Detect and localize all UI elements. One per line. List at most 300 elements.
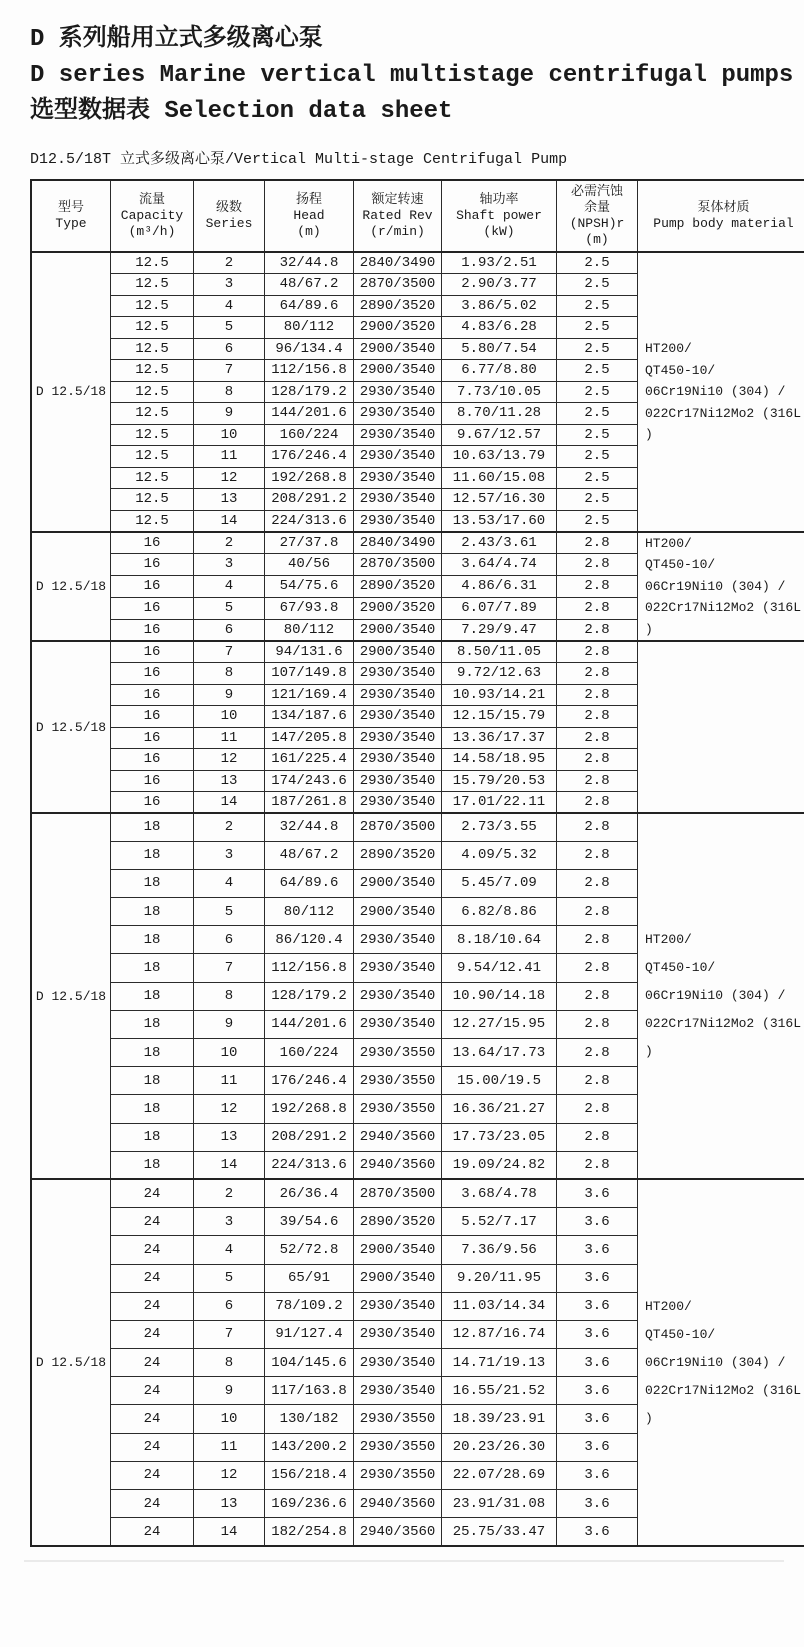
capacity-cell: 16: [111, 706, 194, 728]
material-line: ): [645, 1044, 653, 1060]
head-cell: 169/236.6: [265, 1490, 354, 1518]
power-cell: 20.23/26.30: [442, 1433, 557, 1461]
power-cell: 4.86/6.31: [442, 575, 557, 597]
power-cell: 7.36/9.56: [442, 1236, 557, 1264]
table-row: [31, 641, 804, 663]
power-cell: 6.82/8.86: [442, 898, 557, 926]
series-cell: 9: [194, 684, 265, 706]
series-cell: 12: [194, 749, 265, 771]
npsh-cell: 2.8: [557, 1123, 638, 1151]
capacity-cell: 18: [111, 1123, 194, 1151]
material-line: 06Cr19Ni10 (304) /: [645, 988, 786, 1004]
head-cell: 54/75.6: [265, 575, 354, 597]
power-cell: 11.03/14.34: [442, 1292, 557, 1320]
rev-cell: 2930/3540: [354, 381, 442, 403]
capacity-cell: 24: [111, 1236, 194, 1264]
head-cell: 65/91: [265, 1264, 354, 1292]
head-cell: 121/169.4: [265, 684, 354, 706]
npsh-cell: 3.6: [557, 1236, 638, 1264]
npsh-cell: 3.6: [557, 1292, 638, 1320]
page-subtitle: 选型数据表 Selection data sheet: [30, 98, 453, 125]
material-line: QT450-10/: [645, 1326, 716, 1342]
header-line: 流量: [138, 192, 165, 207]
series-cell: 6: [194, 619, 265, 641]
selection-data-table: [30, 179, 804, 1547]
capacity-cell: 12.5: [111, 274, 194, 296]
capacity-cell: 16: [111, 532, 194, 554]
head-cell: 208/291.2: [265, 489, 354, 511]
npsh-cell: 2.8: [557, 553, 638, 575]
series-cell: 9: [194, 1377, 265, 1405]
rev-cell: 2870/3500: [354, 274, 442, 296]
series-cell: 12: [194, 467, 265, 489]
npsh-cell: 2.8: [557, 1010, 638, 1038]
power-cell: 8.50/11.05: [442, 641, 557, 663]
rev-cell: 2930/3540: [354, 770, 442, 792]
header-line: (kW): [483, 224, 515, 239]
header-line: Type: [55, 216, 87, 231]
npsh-cell: 2.5: [557, 403, 638, 425]
series-cell: 2: [194, 1179, 265, 1207]
header-line: Head: [293, 208, 325, 223]
rev-cell: 2930/3540: [354, 403, 442, 425]
npsh-cell: 3.6: [557, 1208, 638, 1236]
header-line: 泵体材质: [697, 200, 750, 215]
rev-cell: 2930/3540: [354, 749, 442, 771]
capacity-cell: 16: [111, 553, 194, 575]
rev-cell: 2930/3550: [354, 1039, 442, 1067]
col-header-material: [638, 180, 804, 252]
series-cell: 10: [194, 706, 265, 728]
material-line: 022Cr17Ni12Mo2 (316L: [645, 1382, 802, 1398]
series-cell: 13: [194, 1490, 265, 1518]
col-header-npsh: [557, 180, 638, 252]
power-cell: 1.93/2.51: [442, 252, 557, 274]
power-cell: 15.79/20.53: [442, 770, 557, 792]
rev-cell: 2900/3540: [354, 1264, 442, 1292]
material-line: HT200/: [645, 535, 692, 551]
table-row: [31, 1179, 804, 1207]
rev-cell: 2940/3560: [354, 1151, 442, 1179]
table-section: [31, 1179, 804, 1545]
series-cell: 8: [194, 663, 265, 685]
npsh-cell: 2.8: [557, 770, 638, 792]
head-cell: 32/44.8: [265, 252, 354, 274]
series-cell: 7: [194, 360, 265, 382]
capacity-cell: 18: [111, 1095, 194, 1123]
table-section: [31, 532, 804, 642]
head-cell: 40/56: [265, 553, 354, 575]
type-cell: D 12.5/18: [31, 813, 111, 1179]
series-cell: 8: [194, 381, 265, 403]
npsh-cell: 2.8: [557, 841, 638, 869]
npsh-cell: 2.8: [557, 749, 638, 771]
head-cell: 117/163.8: [265, 1377, 354, 1405]
head-cell: 32/44.8: [265, 813, 354, 841]
series-cell: 13: [194, 489, 265, 511]
col-header-rated-rev: [354, 180, 442, 252]
capacity-cell: 12.5: [111, 510, 194, 532]
power-cell: 2.90/3.77: [442, 274, 557, 296]
rev-cell: 2930/3540: [354, 1320, 442, 1348]
head-cell: 52/72.8: [265, 1236, 354, 1264]
power-cell: 10.63/13.79: [442, 446, 557, 468]
series-cell: 4: [194, 869, 265, 897]
rev-cell: 2930/3540: [354, 424, 442, 446]
series-cell: 11: [194, 446, 265, 468]
power-cell: 14.58/18.95: [442, 749, 557, 771]
header-line: (NPSH)r: [569, 216, 625, 231]
capacity-cell: 16: [111, 792, 194, 814]
rev-cell: 2940/3560: [354, 1518, 442, 1546]
head-cell: 112/156.8: [265, 954, 354, 982]
power-cell: 6.77/8.80: [442, 360, 557, 382]
head-cell: 156/218.4: [265, 1461, 354, 1489]
capacity-cell: 18: [111, 869, 194, 897]
npsh-cell: 3.6: [557, 1264, 638, 1292]
npsh-cell: 3.6: [557, 1518, 638, 1546]
capacity-cell: 12.5: [111, 338, 194, 360]
head-cell: 48/67.2: [265, 274, 354, 296]
power-cell: 9.20/11.95: [442, 1264, 557, 1292]
power-cell: 3.86/5.02: [442, 295, 557, 317]
capacity-cell: 16: [111, 575, 194, 597]
head-cell: 96/134.4: [265, 338, 354, 360]
capacity-cell: 16: [111, 663, 194, 685]
header-line: (m): [297, 224, 321, 239]
capacity-cell: 16: [111, 749, 194, 771]
series-cell: 8: [194, 982, 265, 1010]
head-cell: 174/243.6: [265, 770, 354, 792]
series-cell: 14: [194, 1518, 265, 1546]
capacity-cell: 12.5: [111, 424, 194, 446]
rev-cell: 2930/3540: [354, 467, 442, 489]
type-cell: D 12.5/18: [31, 1179, 111, 1545]
power-cell: 23.91/31.08: [442, 1490, 557, 1518]
rev-cell: 2900/3540: [354, 898, 442, 926]
series-cell: 4: [194, 575, 265, 597]
series-cell: 2: [194, 813, 265, 841]
rev-cell: 2900/3520: [354, 597, 442, 619]
power-cell: 13.36/17.37: [442, 727, 557, 749]
rev-cell: 2930/3540: [354, 510, 442, 532]
npsh-cell: 2.5: [557, 446, 638, 468]
rev-cell: 2930/3540: [354, 489, 442, 511]
rev-cell: 2900/3540: [354, 1236, 442, 1264]
header-line: Rated Rev: [362, 208, 433, 223]
head-cell: 224/313.6: [265, 510, 354, 532]
rev-cell: 2930/3540: [354, 954, 442, 982]
capacity-cell: 18: [111, 898, 194, 926]
rev-cell: 2930/3550: [354, 1433, 442, 1461]
npsh-cell: 2.5: [557, 467, 638, 489]
rev-cell: 2930/3540: [354, 1349, 442, 1377]
rev-cell: 2890/3520: [354, 841, 442, 869]
power-cell: 15.00/19.5: [442, 1067, 557, 1095]
power-cell: 22.07/28.69: [442, 1461, 557, 1489]
head-cell: 78/109.2: [265, 1292, 354, 1320]
npsh-cell: 2.5: [557, 317, 638, 339]
material-cell: [638, 641, 804, 813]
series-cell: 3: [194, 274, 265, 296]
npsh-cell: 2.8: [557, 1067, 638, 1095]
material-line: QT450-10/: [645, 557, 716, 572]
material-cell: [638, 252, 804, 532]
head-cell: 176/246.4: [265, 1067, 354, 1095]
power-cell: 9.72/12.63: [442, 663, 557, 685]
material-line: HT200/: [645, 341, 692, 356]
head-cell: 143/200.2: [265, 1433, 354, 1461]
capacity-cell: 18: [111, 841, 194, 869]
header-row: [31, 180, 804, 252]
series-cell: 4: [194, 295, 265, 317]
capacity-cell: 16: [111, 684, 194, 706]
npsh-cell: 2.5: [557, 295, 638, 317]
capacity-cell: 16: [111, 727, 194, 749]
power-cell: 7.73/10.05: [442, 381, 557, 403]
power-cell: 14.71/19.13: [442, 1349, 557, 1377]
series-cell: 5: [194, 317, 265, 339]
header-line: 余量: [583, 200, 610, 215]
head-cell: 144/201.6: [265, 403, 354, 425]
table-row: [31, 252, 804, 274]
rev-cell: 2840/3490: [354, 532, 442, 554]
power-cell: 4.83/6.28: [442, 317, 557, 339]
head-cell: 107/149.8: [265, 663, 354, 685]
capacity-cell: 24: [111, 1179, 194, 1207]
series-cell: 6: [194, 926, 265, 954]
npsh-cell: 2.8: [557, 926, 638, 954]
capacity-cell: 24: [111, 1292, 194, 1320]
rev-cell: 2930/3540: [354, 982, 442, 1010]
rev-cell: 2930/3550: [354, 1405, 442, 1433]
series-cell: 11: [194, 1433, 265, 1461]
capacity-cell: 18: [111, 1067, 194, 1095]
npsh-cell: 2.8: [557, 1039, 638, 1067]
power-cell: 7.29/9.47: [442, 619, 557, 641]
rev-cell: 2930/3550: [354, 1461, 442, 1489]
power-cell: 16.36/21.27: [442, 1095, 557, 1123]
series-cell: 10: [194, 1405, 265, 1433]
rev-cell: 2930/3540: [354, 684, 442, 706]
head-cell: 104/145.6: [265, 1349, 354, 1377]
series-cell: 3: [194, 841, 265, 869]
power-cell: 8.70/11.28: [442, 403, 557, 425]
series-cell: 3: [194, 553, 265, 575]
material-line: 022Cr17Ni12Mo2 (316L: [645, 600, 802, 615]
npsh-cell: 2.5: [557, 424, 638, 446]
head-cell: 160/224: [265, 1039, 354, 1067]
table-section: [31, 813, 804, 1179]
head-cell: 112/156.8: [265, 360, 354, 382]
capacity-cell: 18: [111, 982, 194, 1010]
rev-cell: 2930/3540: [354, 663, 442, 685]
material-line: 022Cr17Ni12Mo2 (316L: [645, 1016, 802, 1032]
power-cell: 5.80/7.54: [442, 338, 557, 360]
power-cell: 17.73/23.05: [442, 1123, 557, 1151]
npsh-cell: 2.8: [557, 727, 638, 749]
power-cell: 6.07/7.89: [442, 597, 557, 619]
series-cell: 14: [194, 792, 265, 814]
series-cell: 5: [194, 898, 265, 926]
table-row: [31, 813, 804, 841]
header-line: (m): [585, 232, 609, 247]
npsh-cell: 3.6: [557, 1349, 638, 1377]
capacity-cell: 24: [111, 1405, 194, 1433]
page-title-en: D series Marine vertical multistage centrifugal pumps: [30, 62, 794, 89]
npsh-cell: 2.8: [557, 663, 638, 685]
capacity-cell: 16: [111, 619, 194, 641]
scan-artifact-line: [24, 1560, 784, 1562]
rev-cell: 2930/3550: [354, 1067, 442, 1095]
series-cell: 13: [194, 770, 265, 792]
head-cell: 80/112: [265, 317, 354, 339]
header-line: (m³/h): [128, 224, 176, 239]
npsh-cell: 2.5: [557, 360, 638, 382]
header-line: Capacity: [120, 208, 184, 223]
head-cell: 80/112: [265, 619, 354, 641]
series-cell: 10: [194, 424, 265, 446]
power-cell: 19.09/24.82: [442, 1151, 557, 1179]
table-section: [31, 641, 804, 813]
power-cell: 17.01/22.11: [442, 792, 557, 814]
power-cell: 18.39/23.91: [442, 1405, 557, 1433]
capacity-cell: 24: [111, 1518, 194, 1546]
material-line: 06Cr19Ni10 (304) /: [645, 578, 786, 594]
capacity-cell: 16: [111, 641, 194, 663]
npsh-cell: 2.5: [557, 489, 638, 511]
npsh-cell: 2.5: [557, 510, 638, 532]
type-cell: D 12.5/18: [31, 252, 111, 532]
material-cell: [638, 532, 804, 642]
capacity-cell: 24: [111, 1349, 194, 1377]
head-cell: 94/131.6: [265, 641, 354, 663]
col-header-capacity: [111, 180, 194, 252]
capacity-cell: 24: [111, 1461, 194, 1489]
head-cell: 64/89.6: [265, 869, 354, 897]
power-cell: 4.09/5.32: [442, 841, 557, 869]
series-cell: 10: [194, 1039, 265, 1067]
rev-cell: 2870/3500: [354, 813, 442, 841]
npsh-cell: 2.8: [557, 869, 638, 897]
npsh-cell: 2.8: [557, 813, 638, 841]
npsh-cell: 2.8: [557, 898, 638, 926]
power-cell: 3.64/4.74: [442, 553, 557, 575]
power-cell: 16.55/21.52: [442, 1377, 557, 1405]
head-cell: 91/127.4: [265, 1320, 354, 1348]
series-cell: 2: [194, 532, 265, 554]
rev-cell: 2930/3540: [354, 792, 442, 814]
type-cell: D 12.5/18: [31, 532, 111, 642]
power-cell: 12.87/16.74: [442, 1320, 557, 1348]
rev-cell: 2870/3500: [354, 1179, 442, 1207]
npsh-cell: 2.8: [557, 684, 638, 706]
series-cell: 13: [194, 1123, 265, 1151]
series-cell: 5: [194, 597, 265, 619]
npsh-cell: 3.6: [557, 1433, 638, 1461]
rev-cell: 2900/3540: [354, 360, 442, 382]
power-cell: 25.75/33.47: [442, 1518, 557, 1546]
col-header-shaft-power: [442, 180, 557, 252]
header-line: 型号: [57, 200, 84, 215]
rev-cell: 2930/3540: [354, 706, 442, 728]
capacity-cell: 24: [111, 1377, 194, 1405]
npsh-cell: 2.8: [557, 1151, 638, 1179]
rev-cell: 2890/3520: [354, 295, 442, 317]
power-cell: 10.93/14.21: [442, 684, 557, 706]
power-cell: 10.90/14.18: [442, 982, 557, 1010]
series-cell: 11: [194, 1067, 265, 1095]
rev-cell: 2930/3550: [354, 1095, 442, 1123]
material-line: HT200/: [645, 1298, 692, 1314]
series-cell: 6: [194, 1292, 265, 1320]
material-cell: [638, 813, 804, 1179]
power-cell: 11.60/15.08: [442, 467, 557, 489]
page-title-zh: D 系列船用立式多级离心泵: [30, 26, 323, 53]
head-cell: 147/205.8: [265, 727, 354, 749]
rev-cell: 2840/3490: [354, 252, 442, 274]
rev-cell: 2930/3540: [354, 1292, 442, 1320]
series-cell: 3: [194, 1208, 265, 1236]
head-cell: 192/268.8: [265, 1095, 354, 1123]
header-line: Pump body material: [653, 216, 794, 231]
power-cell: 12.27/15.95: [442, 1010, 557, 1038]
rev-cell: 2870/3500: [354, 553, 442, 575]
capacity-cell: 12.5: [111, 360, 194, 382]
npsh-cell: 2.8: [557, 532, 638, 554]
capacity-cell: 12.5: [111, 252, 194, 274]
npsh-cell: 2.8: [557, 1095, 638, 1123]
capacity-cell: 24: [111, 1208, 194, 1236]
capacity-cell: 18: [111, 1151, 194, 1179]
power-cell: 5.52/7.17: [442, 1208, 557, 1236]
head-cell: 182/254.8: [265, 1518, 354, 1546]
npsh-cell: 2.8: [557, 619, 638, 641]
capacity-cell: 12.5: [111, 381, 194, 403]
series-cell: 12: [194, 1461, 265, 1489]
capacity-cell: 18: [111, 1039, 194, 1067]
header-line: 扬程: [295, 192, 322, 207]
rev-cell: 2890/3520: [354, 1208, 442, 1236]
power-cell: 9.54/12.41: [442, 954, 557, 982]
series-cell: 2: [194, 252, 265, 274]
capacity-cell: 12.5: [111, 489, 194, 511]
material-line: QT450-10/: [645, 362, 716, 378]
header-line: Series: [205, 216, 253, 231]
head-cell: 48/67.2: [265, 841, 354, 869]
power-cell: 2.73/3.55: [442, 813, 557, 841]
power-cell: 2.43/3.61: [442, 532, 557, 554]
head-cell: 128/179.2: [265, 982, 354, 1010]
rev-cell: 2890/3520: [354, 575, 442, 597]
capacity-cell: 24: [111, 1433, 194, 1461]
material-line: HT200/: [645, 932, 692, 948]
npsh-cell: 3.6: [557, 1320, 638, 1348]
series-cell: 4: [194, 1236, 265, 1264]
rev-cell: 2900/3540: [354, 619, 442, 641]
rev-cell: 2930/3540: [354, 727, 442, 749]
capacity-cell: 18: [111, 1010, 194, 1038]
series-cell: 7: [194, 641, 265, 663]
material-cell: [638, 1179, 804, 1545]
header-line: 必需汽蚀: [570, 184, 623, 199]
npsh-cell: 2.8: [557, 597, 638, 619]
npsh-cell: 2.8: [557, 575, 638, 597]
npsh-cell: 2.5: [557, 252, 638, 274]
series-cell: 7: [194, 1320, 265, 1348]
header-line: Shaft power: [456, 208, 542, 223]
capacity-cell: 12.5: [111, 467, 194, 489]
